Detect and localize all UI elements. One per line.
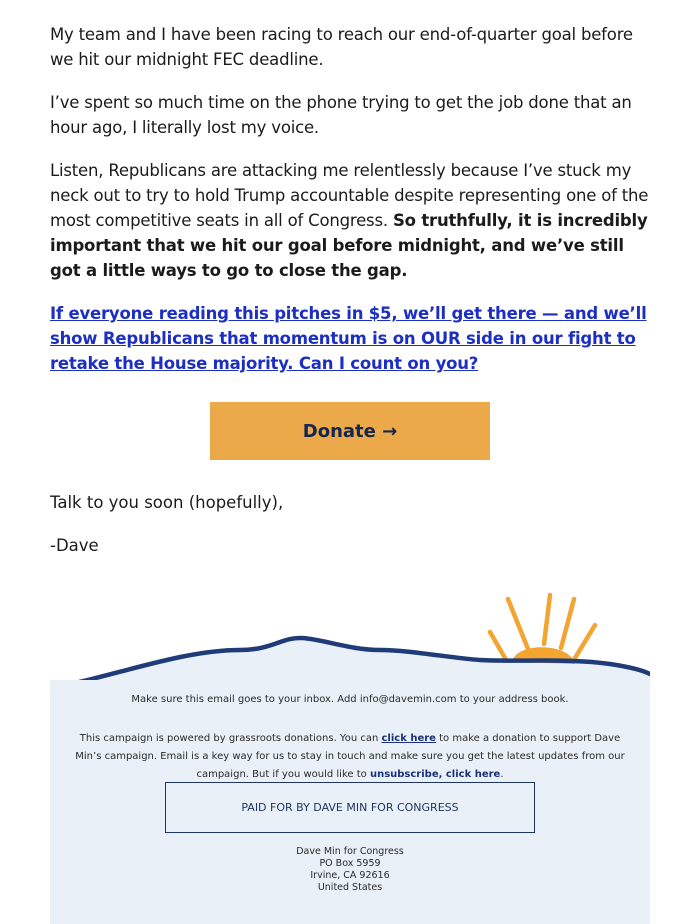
paragraph-republicans-bold: So truthfully, it is incredibly important that we hit our goal before midnight, and we’ve still got a little ways to go to close the gap. — [50, 211, 648, 280]
grassroots-text: This campaign is powered by grassroots donations. You can — [79, 733, 382, 744]
paragraph-republicans — [50, 158, 656, 283]
address-line: Irvine, CA 92616 — [310, 870, 390, 881]
signature: -Dave — [50, 536, 99, 555]
pitch-in-link[interactable]: If everyone reading this pitches in $5, we’ll get there — and we’ll show Republicans that momentum is on OUR side in our fight to retake the House majority. Can I count on you? — [50, 304, 647, 373]
grassroots-note — [75, 730, 625, 784]
paragraph-lost-voice: I’ve spent so much time on the phone trying to get the job done that an hour ago, I literally lost my voice. — [50, 93, 632, 137]
grassroots-text-middle: to make a donation to support Dave Min’s campaign. Email is a key way for us to stay in touch and make sure you get the latest updates from our campaign. But if you would like to — [75, 733, 625, 780]
inbox-note: Make sure this email goes to your inbox. Add info@davemin.com to your address book. — [131, 694, 569, 705]
email-footer — [50, 680, 650, 924]
signoff-text: Talk to you soon (hopefully), — [50, 493, 284, 512]
paragraph-deadline: My team and I have been racing to reach our end-of-quarter goal before we hit our midnight FEC deadline. — [50, 25, 633, 69]
sunrise-wave-illustration — [50, 590, 650, 690]
paid-for-box: PAID FOR BY DAVE MIN FOR CONGRESS — [165, 782, 535, 833]
donate-button[interactable]: Donate → — [210, 402, 490, 460]
mailing-address — [50, 846, 650, 894]
donate-click-here-link[interactable]: click here — [381, 733, 436, 744]
grassroots-text-end: . — [500, 769, 504, 780]
address-line: Dave Min for Congress — [296, 846, 404, 857]
unsubscribe-link[interactable]: unsubscribe, click here — [369, 769, 501, 780]
address-line: United States — [317, 882, 383, 893]
paragraph-republicans-text: Listen, Republicans are attacking me relentlessly because I’ve stuck my neck out to try to hold Trump accountable despite representing one of the most competitive seats in all of Congress. — [50, 161, 649, 230]
address-line: PO Box 5959 — [319, 858, 381, 869]
